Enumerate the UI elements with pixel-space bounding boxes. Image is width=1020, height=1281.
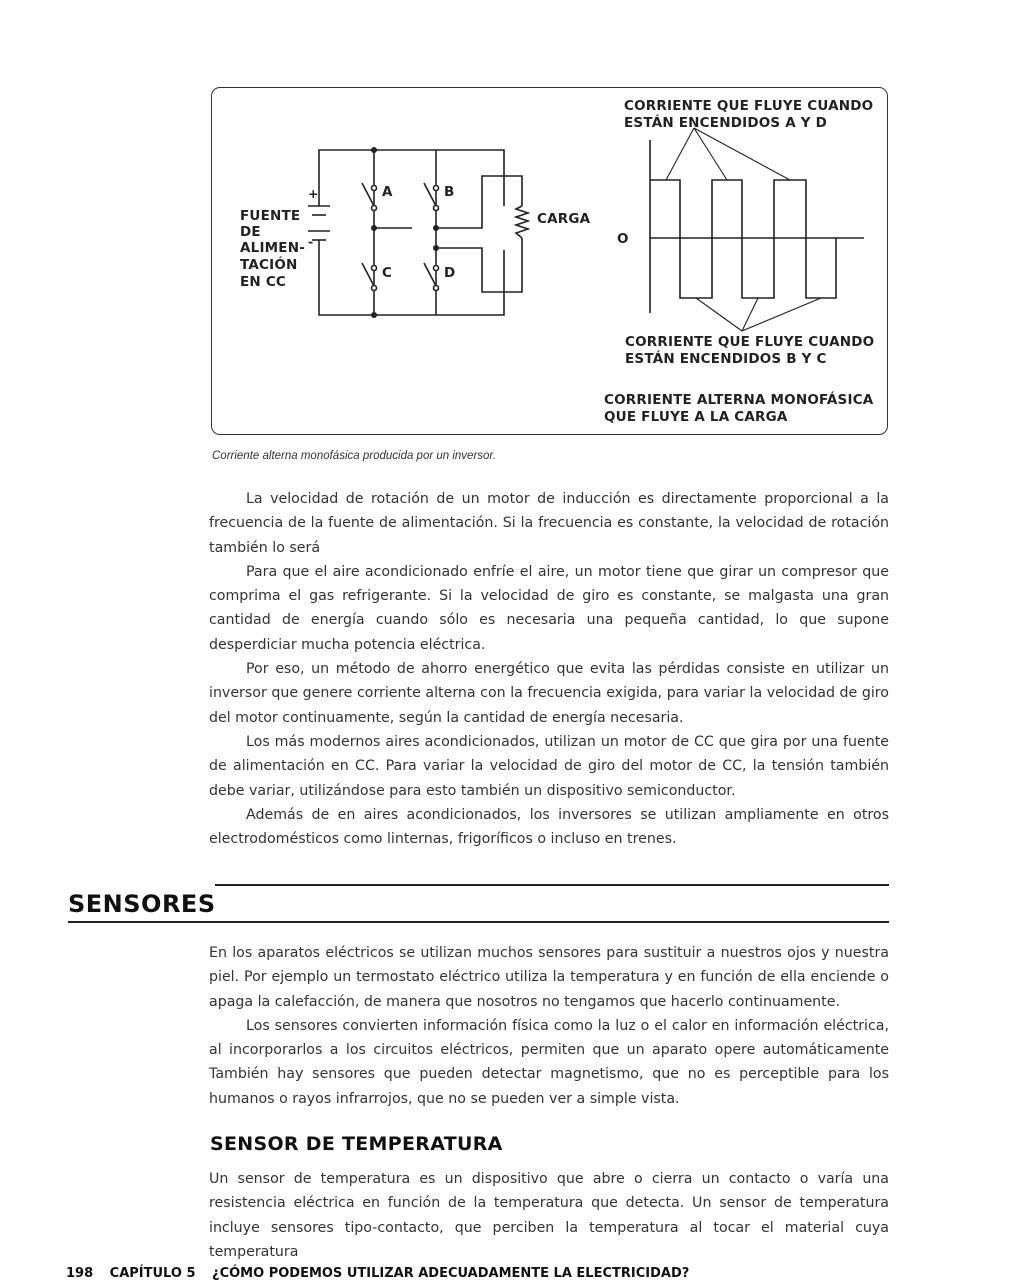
paragraph: Un sensor de temperatura es un dispositivo que abre o cierra un contacto o varía una resistencia eléctrica en función de la temperatura que detecta. Un sensor de temperatura incluye sensores tipo-contacto, que perciben la temperatura al tocar el material cuya temperatura — [209, 1171, 889, 1260]
page-number: 198 — [66, 1266, 94, 1281]
switch-d-label: D — [444, 265, 456, 281]
top-note-line-1: CORRIENTE QUE FLUYE CUANDO — [624, 98, 874, 114]
load-resistor — [516, 206, 528, 238]
paragraph: En los aparatos eléctricos se utilizan muchos sensores para sustituir a nuestros ojos y nuestra piel. Por ejemplo un termostato eléctrico utiliza la temperatura y en función de ella enciende o apaga la calefacción, de manera que nosotros no tengamos que hacerlo continuamente. — [209, 945, 889, 1010]
paragraph: La velocidad de rotación de un motor de inducción es directamente proporcional a la frecuencia de la fuente de alimentación. Si la frecuencia es constante, la velocidad de rotación también lo será — [209, 491, 889, 556]
load-label: CARGA — [537, 211, 591, 227]
source-label-3: ALIMEN- — [240, 240, 306, 256]
figure-caption: Corriente alterna monofásica producida por un inversor. — [212, 450, 497, 462]
section-title: SENSORES — [68, 890, 216, 918]
zero-label: O — [617, 231, 629, 247]
paragraph: Los más modernos aires acondicionados, utilizan un motor de CC que gira por una fuente de alimentación en CC. Para variar la velocidad de giro del motor de CC, la tensión también debe variar, utilizándose para esto también un dispositivo semiconductor. — [209, 733, 889, 799]
source-label-1: FUENTE — [240, 208, 301, 224]
switch-c-label: C — [382, 265, 393, 281]
top-rail-wire — [319, 150, 504, 206]
body-text-temperature — [209, 1167, 889, 1264]
minus-sign: - — [308, 234, 314, 249]
chapter-label: CAPÍTULO 5 — [109, 1266, 196, 1281]
section-rule-bottom — [68, 921, 889, 923]
bottom-note-line-1: CORRIENTE QUE FLUYE CUANDO — [625, 334, 875, 350]
source-label-4: TACIÓN — [240, 257, 298, 273]
switch-b-label: B — [444, 184, 455, 200]
subsection-title: SENSOR DE TEMPERATURA — [210, 1133, 503, 1155]
ac-note-line-1: CORRIENTE ALTERNA MONOFÁSICA — [604, 392, 874, 408]
inverter-diagram — [212, 88, 889, 436]
paragraph: Para que el aire acondicionado enfríe el aire, un motor tiene que girar un compresor que comprima el gas refrigerante. Si la velocidad de giro es constante, se malgasta una gran cantidad de energía cuando sólo es necesaria una pequeña cantidad, lo que supone desperdiciar mucha potencia eléctrica. — [209, 563, 889, 653]
bottom-rail-wire — [319, 250, 504, 315]
paragraph: Los sensores convierten información física como la luz o el calor en información eléctrica, al incorporarlos a los circuitos eléctricos, permiten que un aparato opere automáticamente También hay sensores que pueden detectar magnetismo, que no es perceptible para los humanos o rayos infrarrojos, que no se pueden ver a simple vista. — [209, 1017, 889, 1107]
chapter-title: ¿CÓMO PODEMOS UTILIZAR ADECUADAMENTE LA ELECTRICIDAD? — [212, 1266, 690, 1281]
switch-a-label: A — [382, 184, 393, 200]
page-footer — [66, 1266, 701, 1281]
source-label-5: EN CC — [240, 274, 287, 290]
ac-note-line-2: QUE FLUYE A LA CARGA — [604, 409, 788, 425]
bottom-note-line-2: ESTÁN ENCENDIDOS B Y C — [625, 351, 827, 367]
square-wave — [650, 180, 836, 298]
source-label-2: DE — [240, 224, 261, 240]
section-rule-top — [215, 884, 889, 886]
plus-sign: + — [308, 186, 319, 201]
top-note-line-2: ESTÁN ENCENDIDOS A Y D — [624, 115, 828, 131]
paragraph: Por eso, un método de ahorro energético que evita las pérdidas consiste en utilizar un inversor que genere corriente alterna con la frecuencia exigida, para variar la velocidad de giro del motor continuamente, según la cantidad de energía necesaria. — [209, 661, 889, 726]
paragraph: Además de en aires acondicionados, los inversores se utilizan ampliamente en otros electrodomésticos como linternas, frigoríficos o incluso en trenes. — [209, 806, 889, 848]
body-text-top — [209, 487, 889, 851]
body-text-sensores — [209, 941, 889, 1111]
inverter-figure — [211, 87, 888, 435]
